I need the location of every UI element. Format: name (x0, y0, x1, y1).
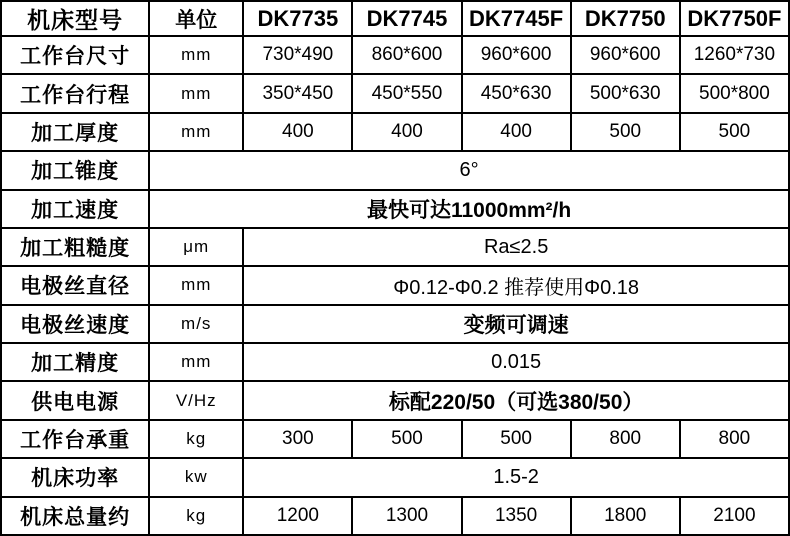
row-label: 工作台承重 (1, 420, 149, 458)
row-value: 400 (462, 113, 571, 151)
row-unit: mm (149, 74, 243, 112)
row-label: 加工锥度 (1, 151, 149, 189)
row-value: 500*800 (680, 74, 789, 112)
row-label: 加工厚度 (1, 113, 149, 151)
row-label: 加工精度 (1, 343, 149, 381)
row-value: 450*550 (352, 74, 461, 112)
row-unit: kw (149, 458, 243, 496)
row-unit: mm (149, 113, 243, 151)
header-model-2: DK7745 (352, 1, 461, 36)
table-row (1, 190, 789, 228)
row-value: 500 (462, 420, 571, 458)
row-value: 960*600 (462, 36, 571, 74)
table-row (1, 36, 789, 74)
row-value: 500*630 (571, 74, 680, 112)
row-value: 300 (243, 420, 352, 458)
row-value: 450*630 (462, 74, 571, 112)
row-label: 电极丝速度 (1, 305, 149, 343)
table-body (1, 36, 789, 535)
header-model-4: DK7750 (571, 1, 680, 36)
row-label: 工作台尺寸 (1, 36, 149, 74)
row-value-merged: 6° (149, 151, 789, 189)
row-value: 400 (352, 113, 461, 151)
row-label: 工作台行程 (1, 74, 149, 112)
row-unit: mm (149, 343, 243, 381)
row-label: 加工粗糙度 (1, 228, 149, 266)
row-value: 2100 (680, 497, 789, 536)
header-model-1: DK7735 (243, 1, 352, 36)
table-row (1, 74, 789, 112)
row-unit: m/s (149, 305, 243, 343)
row-value: 1200 (243, 497, 352, 536)
row-value: 400 (243, 113, 352, 151)
table-row (1, 343, 789, 381)
row-value: 860*600 (352, 36, 461, 74)
row-unit: μm (149, 228, 243, 266)
row-value: 800 (571, 420, 680, 458)
row-label: 电极丝直径 (1, 266, 149, 304)
table-row (1, 420, 789, 458)
row-value: 1800 (571, 497, 680, 536)
row-unit: V/Hz (149, 381, 243, 419)
row-value: 1350 (462, 497, 571, 536)
header-model-3: DK7745F (462, 1, 571, 36)
row-value-merged: 最快可达11000mm²/h (149, 190, 789, 228)
row-unit: mm (149, 36, 243, 74)
row-value-merged: 变频可调速 (243, 305, 789, 343)
table-header (1, 1, 789, 36)
row-value-merged: 1.5-2 (243, 458, 789, 496)
row-value-merged: Ra≤2.5 (243, 228, 789, 266)
row-value: 730*490 (243, 36, 352, 74)
table-row (1, 113, 789, 151)
table-row (1, 305, 789, 343)
header-model-5: DK7750F (680, 1, 789, 36)
row-value: 350*450 (243, 74, 352, 112)
row-value-merged: 标配220/50（可选380/50） (243, 381, 789, 419)
row-value: 500 (680, 113, 789, 151)
row-unit: kg (149, 497, 243, 536)
row-value-merged: 0.015 (243, 343, 789, 381)
table-row (1, 266, 789, 304)
table-row (1, 381, 789, 419)
row-unit: kg (149, 420, 243, 458)
header-row (1, 1, 789, 36)
row-value-merged: Φ0.12-Φ0.2 推荐使用Φ0.18 (243, 266, 789, 304)
header-machine-model: 机床型号 (1, 1, 149, 36)
table-row (1, 151, 789, 189)
table-row (1, 497, 789, 536)
row-value: 1300 (352, 497, 461, 536)
row-label: 机床功率 (1, 458, 149, 496)
row-value: 1260*730 (680, 36, 789, 74)
row-unit: mm (149, 266, 243, 304)
table-row (1, 228, 789, 266)
table-row (1, 458, 789, 496)
row-label: 机床总量约 (1, 497, 149, 536)
row-value: 500 (352, 420, 461, 458)
row-label: 加工速度 (1, 190, 149, 228)
row-value: 960*600 (571, 36, 680, 74)
row-value: 500 (571, 113, 680, 151)
row-value: 800 (680, 420, 789, 458)
header-unit: 单位 (149, 1, 243, 36)
row-label: 供电电源 (1, 381, 149, 419)
